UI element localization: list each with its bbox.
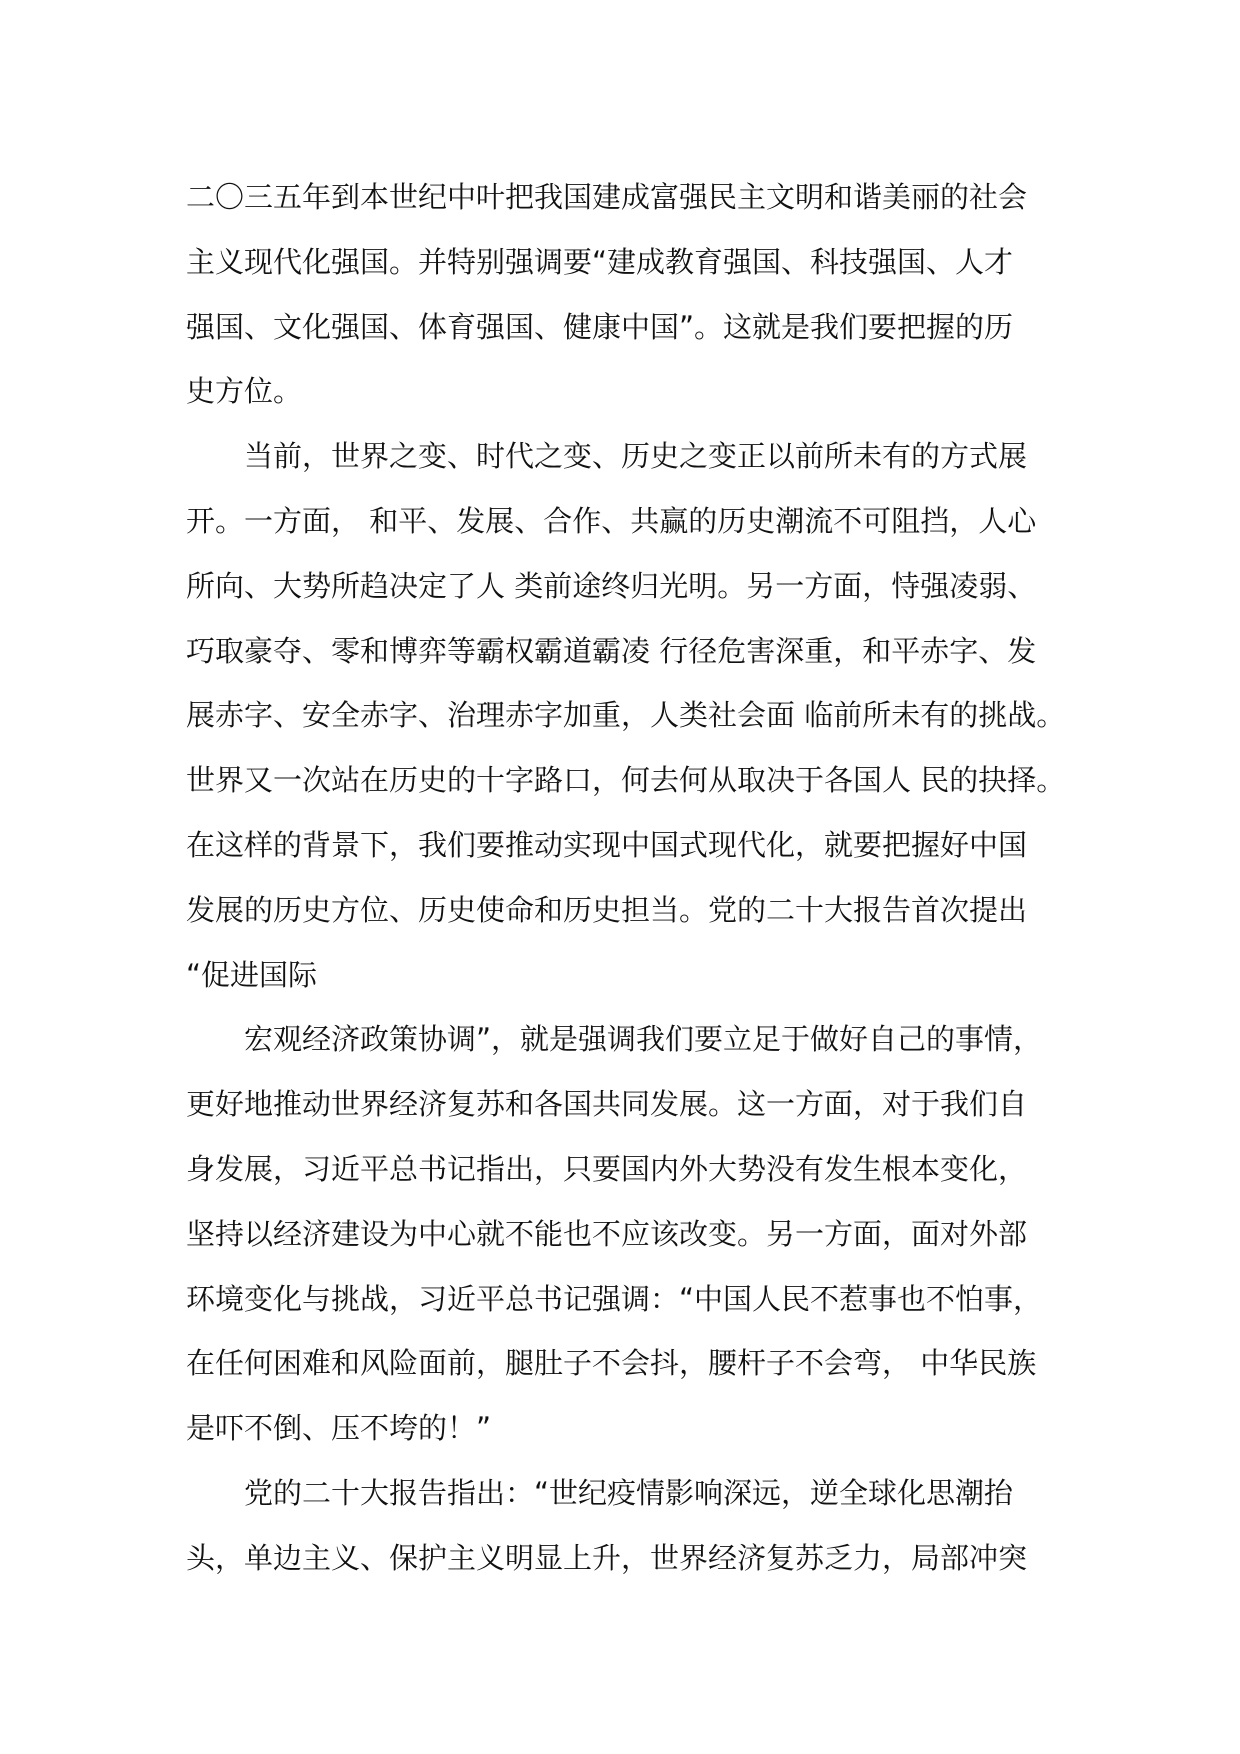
text-line: 头，单边主义、保护主义明显上升，世界经济复苏乏力，局部冲突 xyxy=(186,1540,1028,1575)
text-line: 所向、大势所趋决定了人 类前途终归光明。另一方面，恃强凌弱、 xyxy=(186,568,1037,603)
text-line: 发展的历史方位、历史使命和历史担当。党的二十大报告首次提出 xyxy=(186,892,1028,927)
text-line: 是吓不倒、压不垮的！” xyxy=(186,1411,492,1446)
paragraph-first-line: 党的二十大报告指出：“世纪疫情影响深远，逆全球化思潮抬 xyxy=(244,1475,1014,1510)
paragraph-first-line: 宏观经济政策协调”，就是强调我们要立足于做好自己的事情， xyxy=(244,1022,1043,1057)
text-line: 更好地推动世界经济复苏和各国共同发展。这一方面，对于我们自 xyxy=(186,1087,1028,1122)
text-line: 主义现代化强国。并特别强调要“建成教育强国、科技强国、人才 xyxy=(186,244,1014,279)
text-line: 身发展，习近平总书记指出，只要国内外大势没有发生根本变化， xyxy=(186,1151,1028,1186)
text-line: 巧取豪夺、零和博弈等霸权霸道霸凌 行径危害深重，和平赤字、发 xyxy=(186,633,1037,668)
text-line: 世界又一次站在历史的十字路口，何去何从取决于各国人 民的抉择。 xyxy=(186,763,1066,798)
text-line: 在这样的背景下，我们要推动实现中国式现代化，就要把握好中国 xyxy=(186,827,1028,862)
text-line: 环境变化与挑战，习近平总书记强调：“中国人民不惹事也不怕事， xyxy=(186,1281,1043,1316)
text-line: 展赤字、安全赤字、治理赤字加重，人类社会面 临前所未有的挑战。 xyxy=(186,698,1066,733)
text-line: 开。一方面， 和平、发展、合作、共赢的历史潮流不可阻挡，人心 xyxy=(186,503,1037,538)
body-text xyxy=(186,165,1086,1591)
text-line: “促进国际 xyxy=(186,957,318,992)
text-line: 史方位。 xyxy=(186,374,303,409)
paragraph-first-line: 当前，世界之变、时代之变、历史之变正以前所未有的方式展 xyxy=(244,439,1028,474)
text-line: 坚持以经济建设为中心就不能也不应该改变。另一方面，面对外部 xyxy=(186,1216,1028,1251)
text-line: 二〇三五年到本世纪中叶把我国建成富强民主文明和谐美丽的社会 xyxy=(186,180,1028,214)
text-line: 在任何困难和风险面前，腿肚子不会抖，腰杆子不会弯， 中华民族 xyxy=(186,1346,1037,1381)
text-line: 强国、文化强国、体育强国、健康中国”。这就是我们要把握的历 xyxy=(186,309,1014,344)
